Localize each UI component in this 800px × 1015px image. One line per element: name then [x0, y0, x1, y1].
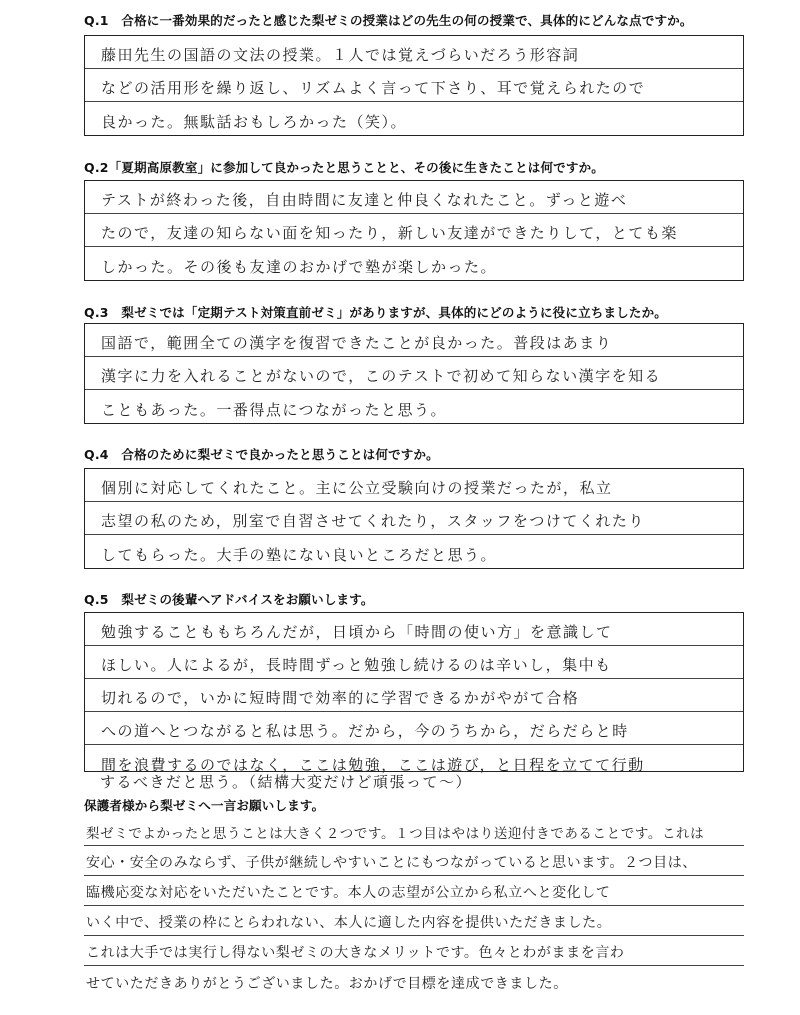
guardian-text: 安心・安全のみならず、子供が継続しやすいことにもつながっていると思います。２つ目は、 — [86, 855, 697, 871]
question-3-label: Q.3 梨ゼミでは「定期テスト対策直前ゼミ」がありますが、具体的にどのように役に立ちましたか。 — [84, 305, 667, 320]
guardian-line — [84, 966, 744, 996]
answer-line — [85, 357, 743, 390]
answer-line — [85, 181, 743, 214]
guardian-line — [84, 846, 744, 876]
answer-line — [85, 69, 743, 102]
answer-line — [85, 214, 743, 247]
guardian-text: せていただきありがとうございました。おかげで目標を達成できました。 — [86, 976, 568, 992]
answer-line — [85, 712, 743, 745]
answer-text: などの活用形を繰り返し、リズムよく言って下さり、耳で覚えられたので — [101, 79, 646, 97]
answer-line — [85, 469, 743, 502]
answer-line — [85, 502, 743, 535]
answer-line — [85, 613, 743, 646]
answer-text: たので，友達の知らない面を知ったり，新しい友達ができたりして，とても楽 — [101, 224, 678, 242]
answer-line-overflow — [84, 772, 744, 794]
question-4-answer-box — [84, 468, 744, 569]
guardian-line — [84, 816, 744, 846]
question-5-answer-box — [84, 612, 744, 772]
answer-text: しかった。その後も友達のおかげで塾が楽しかった。 — [101, 258, 498, 276]
answer-text: 間を浪費するのではなく，ここは勉強，ここは遊び，と日程を立てて行動 — [101, 756, 645, 774]
guardian-text: いく中で、授業の枠にとらわれない、本人に適した内容を提供いただきました。 — [86, 915, 612, 931]
answer-line — [85, 36, 743, 69]
question-5-label: Q.5 梨ゼミの後輩へアドバイスをお願いします。 — [84, 592, 374, 607]
question-4-label: Q.4 合格のために梨ゼミで良かったと思うことは何ですか。 — [84, 447, 439, 462]
question-3-answer-box — [84, 323, 744, 424]
answer-line — [85, 324, 743, 357]
answer-text: 切れるので，いかに短時間で効率的に学習できるかがやがて合格 — [101, 689, 580, 707]
answer-line — [85, 646, 743, 679]
answer-text: 志望の私のため，別室で自習させてくれたり，スタッフをつけてくれたり — [101, 512, 645, 530]
answer-line — [85, 102, 743, 135]
guardian-line — [84, 936, 744, 966]
answer-text: こともあった。一番得点につながったと思う。 — [101, 401, 448, 419]
answer-text: 漢字に力を入れることがないので，このテストで初めて知らない漢字を知る — [101, 367, 662, 385]
answer-text: への道へとつながると私は思う。だから，今のうちから，だらだらと時 — [101, 722, 629, 740]
answer-line — [85, 390, 743, 423]
answer-text: するべきだと思う。（結構大変だけど頑張って～） — [100, 773, 473, 791]
answer-line — [85, 679, 743, 712]
guardian-text: これは大手では実行し得ない梨ゼミの大きなメリットです。色々とわがままを言わ — [86, 945, 625, 961]
answer-text: 個別に対応してくれたこと。主に公立受験向けの授業だったが，私立 — [101, 479, 613, 497]
answer-text: テストが終わった後，自由時間に友達と仲良くなれたこと。ずっと遊べ — [101, 191, 628, 209]
guardian-line — [84, 906, 744, 936]
guardian-text: 臨機応変な対応をいただいたことです。本人の志望が公立から私立へと変化して — [86, 885, 611, 901]
answer-line — [85, 535, 743, 568]
answer-line — [85, 247, 743, 280]
question-1-answer-box — [84, 35, 744, 136]
answer-text: してもらった。大手の塾にない良いところだと思う。 — [101, 546, 498, 564]
guardian-text: 梨ゼミでよかったと思うことは大きく２つです。１つ目はやはり送迎付きであることです。これは — [86, 826, 705, 842]
answer-text: 良かった。無駄話おもしろかった（笑）。 — [101, 113, 408, 131]
question-2-answer-box — [84, 180, 744, 281]
question-1-label: Q.1 合格に一番効果的だったと感じた梨ゼミの授業はどの先生の何の授業で、具体的にどんな点ですか。 — [84, 13, 693, 28]
answer-text: 国語で，範囲全ての漢字を復習できたことが良かった。普段はあまり — [101, 334, 613, 352]
guardian-label: 保護者様から梨ゼミへ一言お願いします。 — [84, 798, 325, 813]
question-2-label: Q.2「夏期高原教室」に参加して良かったと思うことと、その後に生きたことは何ですか。 — [84, 160, 604, 175]
guardian-line — [84, 876, 744, 906]
guardian-answer-area — [84, 816, 744, 996]
answer-text: 勉強することももちろんだが，日頃から「時間の使い方」を意識して — [101, 623, 613, 641]
answer-text: ほしい。人によるが，長時間ずっと勉強し続けるのは辛いし，集中も — [101, 656, 612, 674]
answer-text: 藤田先生の国語の文法の授業。１人では覚えづらいだろう形容詞 — [101, 46, 580, 64]
